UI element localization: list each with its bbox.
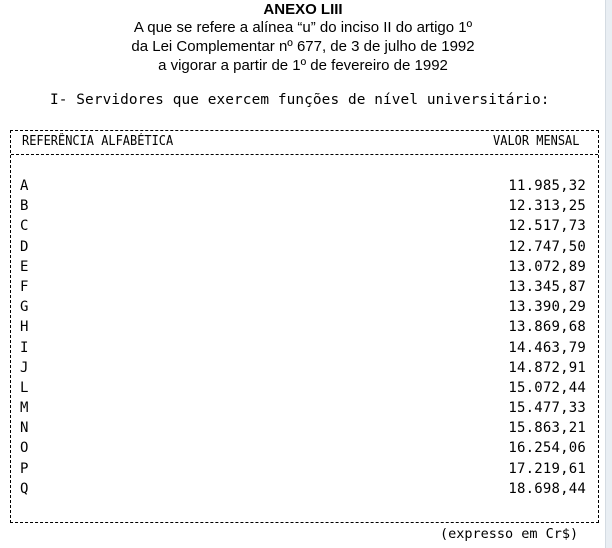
row-reference-letter: A [20,178,29,194]
annex-subtitle-line-3: a vigorar a partir de 1º de fevereiro de 1992 [158,57,448,74]
row-monthly-value: 13.345,87 [508,278,586,295]
row-reference-letter: D [20,238,29,255]
row-monthly-value: 11.985,32 [508,178,586,194]
table-row [11,398,598,418]
row-monthly-value: 14.463,79 [508,339,586,356]
row-monthly-value: 15.477,33 [508,400,586,417]
row-monthly-value: 18.698,44 [508,480,586,497]
table-row [11,358,598,378]
table-body [11,176,598,499]
column-header-value: VALOR MENSAL [493,134,580,149]
currency-note: (expresso em Cr$) [440,526,579,542]
table-row [11,459,598,479]
salary-table [10,130,599,523]
table-row [11,317,598,337]
row-reference-letter: N [20,420,29,437]
row-reference-letter: Q [20,480,29,497]
row-reference-letter: L [20,379,29,396]
annex-subtitle-line-2: da Lei Complementar nº 677, de 3 de julho de 1992 [131,38,475,55]
row-monthly-value: 15.072,44 [508,379,586,396]
row-reference-letter: F [20,278,29,295]
table-row [11,338,598,358]
row-monthly-value: 14.872,91 [508,359,586,376]
row-monthly-value: 13.390,29 [508,299,586,316]
table-row [11,479,598,499]
table-row [11,257,598,277]
row-reference-letter: G [20,299,29,316]
table-row [11,216,598,236]
table-row [11,196,598,216]
table-row [11,378,598,398]
row-monthly-value: 13.072,89 [508,258,586,275]
row-reference-letter: J [20,359,29,376]
header-divider [11,154,598,155]
row-reference-letter: O [20,440,29,457]
table-row [11,237,598,257]
annex-header [0,0,606,75]
table-row [11,277,598,297]
table-row [11,176,598,196]
window-edge [605,0,612,548]
table-row [11,297,598,317]
row-reference-letter: P [20,460,29,477]
table-row [11,438,598,458]
row-reference-letter: H [20,319,29,336]
table-row [11,418,598,438]
row-monthly-value: 16.254,06 [508,440,586,457]
table-header [22,134,580,152]
row-reference-letter: E [20,258,29,275]
annex-subtitle-line-1: A que se refere a alínea “u” do inciso II do artigo 1º [133,19,473,36]
row-reference-letter: M [20,400,29,417]
row-monthly-value: 12.313,25 [508,198,586,215]
section-heading: I- Servidores que exercem funções de nível universitário: [50,92,550,108]
column-header-reference: REFERÊNCIA ALFABÉTICA [22,134,174,149]
row-monthly-value: 17.219,61 [508,460,586,477]
row-monthly-value: 15.863,21 [508,420,586,437]
row-monthly-value: 12.747,50 [508,238,586,255]
row-reference-letter: I [20,339,29,356]
row-reference-letter: B [20,198,29,215]
row-reference-letter: C [20,218,29,235]
annex-title: ANEXO LIII [263,1,343,18]
row-monthly-value: 13.869,68 [508,319,586,336]
row-monthly-value: 12.517,73 [508,218,586,235]
